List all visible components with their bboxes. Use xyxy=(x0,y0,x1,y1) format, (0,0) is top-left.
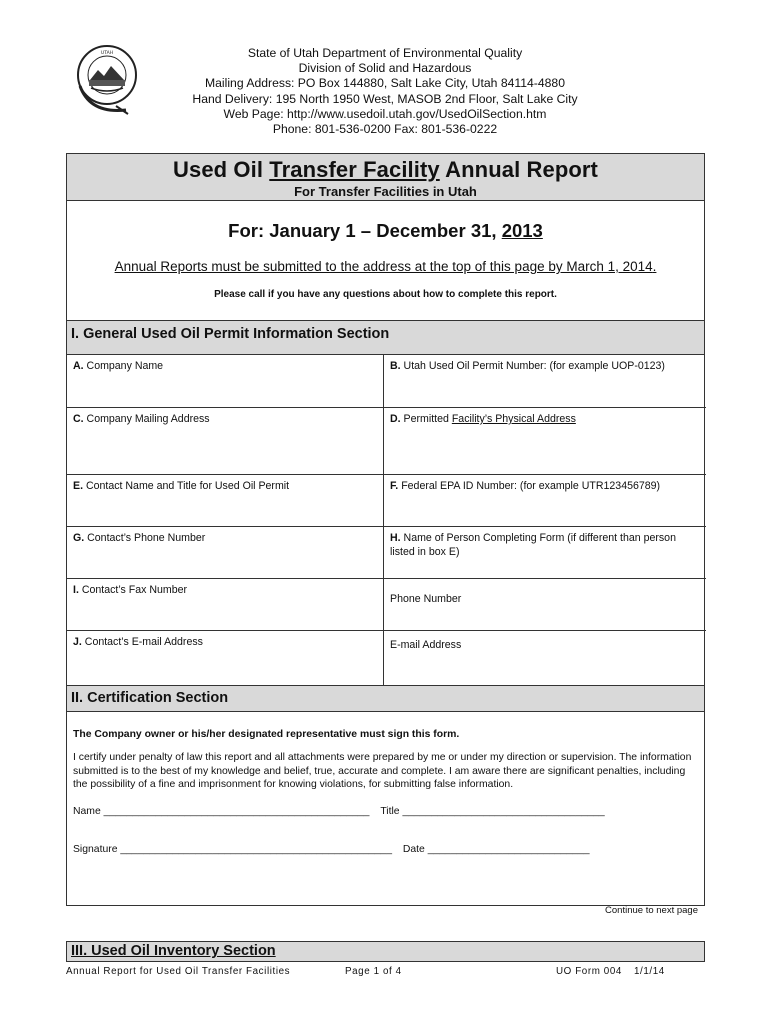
mailing-address-field[interactable]: C. Company Mailing Address xyxy=(67,408,384,475)
form-completer-name-field[interactable]: H. Name of Person Completing Form (if different than person listed in box E) xyxy=(384,527,706,579)
reporting-period: For: January 1 – December 31, 2013 xyxy=(228,220,543,241)
seal-text: UTAH xyxy=(100,51,114,56)
section-1-heading: I. General Used Oil Permit Information Section xyxy=(67,321,704,355)
signature-line[interactable]: Signature _______________________________________________ xyxy=(73,843,392,855)
contact-email-field[interactable]: J. Contact’s E-mail Address xyxy=(67,631,384,685)
agency-line-division: Division of Solid and Hazardous xyxy=(298,61,472,76)
physical-address-field[interactable]: D. Permitted Facility’s Physical Address xyxy=(384,408,706,475)
name-line[interactable]: Name ______________________________________________ xyxy=(73,805,370,817)
title-band xyxy=(67,154,704,201)
page-title: Used Oil Transfer Facility Annual Report xyxy=(173,157,598,182)
agency-line-hand-delivery: Hand Delivery: 195 North 1950 West, MASOB 2nd Floor, Salt Lake City xyxy=(192,91,578,106)
completer-email-field[interactable]: E-mail Address xyxy=(390,639,462,651)
certification-statement: I certify under penalty of law this report and all attachments were prepared by me or under my direction or supervision. The information submitted is to the best of my knowledge and belief, true, accurate and complete. I am aware there are significant penalties, including the possibility of a fine and imprisonment for knowing violations, for submitting false information. xyxy=(73,752,692,791)
agency-line-mailing-address: Mailing Address: PO Box 144880, Salt Lake City, Utah 84114-4880 xyxy=(205,76,565,91)
permit-info-grid xyxy=(67,355,704,685)
epa-id-field[interactable]: F. Federal EPA ID Number: (for example UTR123456789) xyxy=(384,475,706,527)
deq-seal-logo xyxy=(76,44,138,118)
footer-form-name: Annual Report for Used Oil Transfer Facilities xyxy=(66,966,291,977)
signature-date-row xyxy=(73,844,698,855)
footer-date: 1/1/14 xyxy=(634,966,665,977)
date-line[interactable]: Date ____________________________ xyxy=(402,843,590,855)
company-name-field[interactable]: A. Company Name xyxy=(67,355,384,408)
continue-note: Continue to next page xyxy=(605,905,698,916)
completer-phone-field[interactable]: Phone Number xyxy=(384,579,706,631)
contact-fax-field[interactable]: I. Contact’s Fax Number xyxy=(67,579,384,631)
help-note: Please call if you have any questions about how to complete this report. xyxy=(214,289,557,300)
section-2-heading: II. Certification Section xyxy=(67,685,704,712)
contact-name-title-field[interactable]: E. Contact Name and Title for Used Oil Permit xyxy=(67,475,384,527)
page-subtitle: For Transfer Facilities in Utah xyxy=(294,184,477,199)
footer-form-number: UO Form 004 xyxy=(556,966,622,977)
permit-number-field[interactable]: B. Utah Used Oil Permit Number: (for example UOP-0123) xyxy=(384,355,706,408)
agency-line-department: State of Utah Department of Environmental Quality xyxy=(247,46,523,60)
submission-deadline-note: Annual Reports must be submitted to the address at the top of this page by March 1, 2014. xyxy=(114,259,657,274)
certification-lead: The Company owner or his/her designated representative must sign this form. xyxy=(73,729,460,740)
section-3-heading: III. Used Oil Inventory Section xyxy=(66,941,705,962)
agency-line-phone: Phone: 801-536-0200 Fax: 801-536-0222 xyxy=(272,122,498,137)
contact-phone-field[interactable]: G. Contact’s Phone Number xyxy=(67,527,384,579)
reporting-period-area xyxy=(67,201,704,321)
title-line[interactable]: Title ___________________________________ xyxy=(380,805,605,817)
certification-area xyxy=(67,712,704,905)
report-form xyxy=(66,153,705,906)
name-title-row xyxy=(73,806,698,817)
agency-line-web-page: Web Page: http://www.usedoil.utah.gov/UsedOilSection.htm xyxy=(223,106,547,121)
agency-header xyxy=(170,46,600,137)
footer-page-number: Page 1 of 4 xyxy=(345,966,402,977)
